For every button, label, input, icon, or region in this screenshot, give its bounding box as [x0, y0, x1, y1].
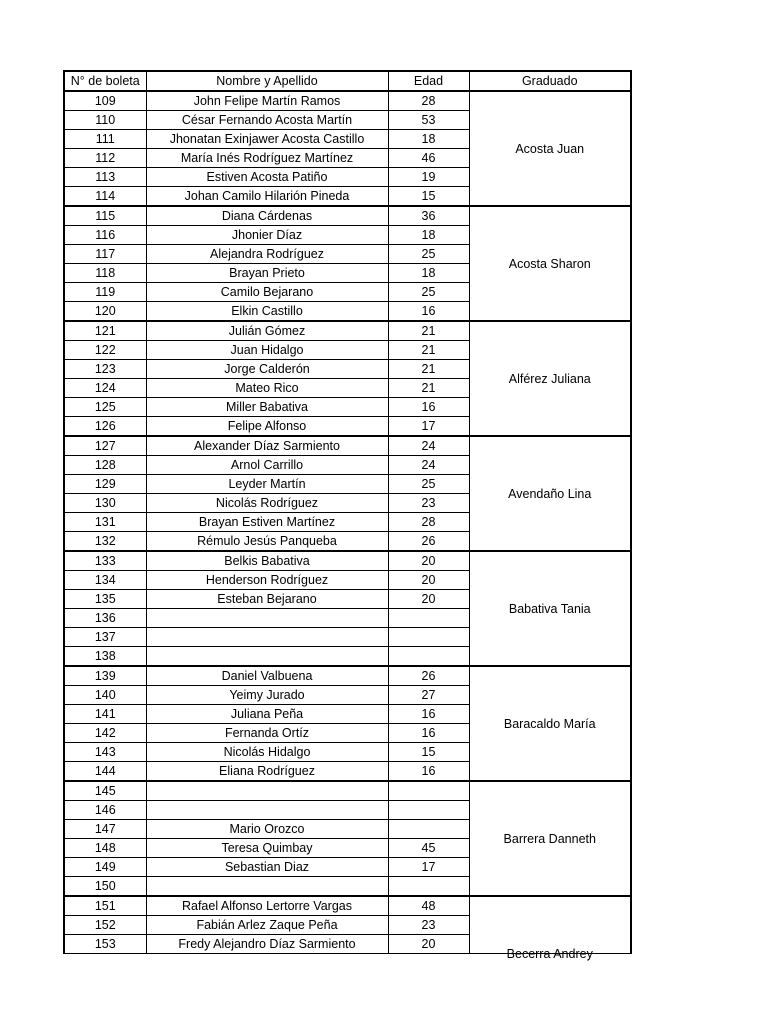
ticket-number-cell: 152	[64, 916, 146, 935]
registration-table	[63, 70, 632, 961]
graduate-name: Acosta Juan	[515, 141, 585, 156]
age-cell: 26	[388, 532, 469, 552]
ticket-number-cell: 127	[64, 436, 146, 456]
age-cell	[388, 877, 469, 897]
ticket-number-cell: 148	[64, 839, 146, 858]
age-cell: 16	[388, 398, 469, 417]
age-cell: 18	[388, 226, 469, 245]
name-cell	[146, 877, 388, 897]
ticket-number-cell: 122	[64, 341, 146, 360]
ticket-number-cell: 131	[64, 513, 146, 532]
name-cell: Nicolás Hidalgo	[146, 743, 388, 762]
age-cell: 48	[388, 896, 469, 916]
ticket-number-cell: 125	[64, 398, 146, 417]
graduate-name: Baracaldo María	[503, 716, 596, 731]
name-cell: César Fernando Acosta Martín	[146, 111, 388, 130]
name-cell: Alexander Díaz Sarmiento	[146, 436, 388, 456]
name-cell: Eliana Rodríguez	[146, 762, 388, 782]
age-cell: 16	[388, 762, 469, 782]
table-row	[64, 436, 631, 456]
ticket-number-cell: 132	[64, 532, 146, 552]
ticket-number-cell: 115	[64, 206, 146, 226]
age-cell	[388, 609, 469, 628]
ticket-number-cell: 118	[64, 264, 146, 283]
graduate-name: Avendaño Lina	[508, 486, 592, 501]
ticket-number-cell: 109	[64, 91, 146, 111]
age-cell: 21	[388, 360, 469, 379]
name-cell	[146, 781, 388, 801]
ticket-number-cell: 121	[64, 321, 146, 341]
age-cell: 25	[388, 475, 469, 494]
header-number: N° de boleta	[64, 71, 146, 91]
age-cell: 23	[388, 916, 469, 935]
ticket-number-cell: 151	[64, 896, 146, 916]
name-cell: Estiven Acosta Patiño	[146, 168, 388, 187]
ticket-number-cell: 134	[64, 571, 146, 590]
ticket-number-cell: 145	[64, 781, 146, 801]
graduate-name: Becerra Andrey	[506, 947, 593, 961]
ticket-number-cell: 142	[64, 724, 146, 743]
name-cell: Fernanda Ortíz	[146, 724, 388, 743]
age-cell: 27	[388, 686, 469, 705]
age-cell: 25	[388, 283, 469, 302]
graduate-cell	[469, 666, 631, 781]
name-cell: Leyder Martín	[146, 475, 388, 494]
header-row	[64, 71, 631, 91]
ticket-number-cell: 114	[64, 187, 146, 207]
table-row	[64, 206, 631, 226]
name-cell: Brayan Prieto	[146, 264, 388, 283]
name-cell	[146, 647, 388, 667]
ticket-number-cell: 128	[64, 456, 146, 475]
ticket-number-cell: 113	[64, 168, 146, 187]
name-cell: Mateo Rico	[146, 379, 388, 398]
graduate-cell	[469, 206, 631, 321]
name-cell	[146, 628, 388, 647]
age-cell	[388, 647, 469, 667]
graduate-name: Acosta Sharon	[508, 256, 591, 271]
ticket-number-cell: 111	[64, 130, 146, 149]
name-cell: Johan Camilo Hilarión Pineda	[146, 187, 388, 207]
ticket-number-cell: 116	[64, 226, 146, 245]
graduate-cell	[469, 551, 631, 666]
name-cell: Jorge Calderón	[146, 360, 388, 379]
ticket-number-cell: 110	[64, 111, 146, 130]
name-cell	[146, 801, 388, 820]
age-cell: 24	[388, 436, 469, 456]
ticket-number-cell: 135	[64, 590, 146, 609]
age-cell: 16	[388, 724, 469, 743]
age-cell: 21	[388, 321, 469, 341]
age-cell: 23	[388, 494, 469, 513]
name-cell: Julián Gómez	[146, 321, 388, 341]
age-cell	[388, 801, 469, 820]
ticket-number-cell: 139	[64, 666, 146, 686]
age-cell: 28	[388, 513, 469, 532]
age-cell: 28	[388, 91, 469, 111]
name-cell: Jhonatan Exinjawer Acosta Castillo	[146, 130, 388, 149]
age-cell: 21	[388, 341, 469, 360]
name-cell: Juan Hidalgo	[146, 341, 388, 360]
age-cell: 16	[388, 705, 469, 724]
age-cell: 25	[388, 245, 469, 264]
ticket-number-cell: 124	[64, 379, 146, 398]
age-cell: 19	[388, 168, 469, 187]
age-cell: 45	[388, 839, 469, 858]
name-cell: Yeimy Jurado	[146, 686, 388, 705]
name-cell: Juliana Peña	[146, 705, 388, 724]
name-cell: Daniel Valbuena	[146, 666, 388, 686]
age-cell: 46	[388, 149, 469, 168]
table-row	[64, 321, 631, 341]
graduate-cell	[469, 91, 631, 206]
ticket-number-cell: 136	[64, 609, 146, 628]
ticket-number-cell: 123	[64, 360, 146, 379]
name-cell: Rémulo Jesús Panqueba	[146, 532, 388, 552]
ticket-number-cell: 150	[64, 877, 146, 897]
name-cell: Miller Babativa	[146, 398, 388, 417]
age-cell: 20	[388, 935, 469, 954]
name-cell: Mario Orozco	[146, 820, 388, 839]
name-cell: Nicolás Rodríguez	[146, 494, 388, 513]
graduate-cell	[469, 321, 631, 436]
header-age: Edad	[388, 71, 469, 91]
age-cell: 20	[388, 551, 469, 571]
graduate-cell	[469, 896, 631, 961]
name-cell: Alejandra Rodríguez	[146, 245, 388, 264]
header-graduate: Graduado	[469, 71, 631, 91]
name-cell: Rafael Alfonso Lertorre Vargas	[146, 896, 388, 916]
table-row	[64, 666, 631, 686]
name-cell: Henderson Rodríguez	[146, 571, 388, 590]
ticket-number-cell: 126	[64, 417, 146, 437]
ticket-number-cell: 119	[64, 283, 146, 302]
ticket-number-cell: 130	[64, 494, 146, 513]
graduate-cell	[469, 781, 631, 896]
spreadsheet-page	[63, 70, 630, 961]
table-row	[64, 551, 631, 571]
name-cell: Elkin Castillo	[146, 302, 388, 322]
name-cell: Fredy Alejandro Díaz Sarmiento	[146, 935, 388, 954]
age-cell: 16	[388, 302, 469, 322]
age-cell: 18	[388, 130, 469, 149]
graduate-cell	[469, 436, 631, 551]
name-cell: Sebastian Diaz	[146, 858, 388, 877]
age-cell	[388, 628, 469, 647]
name-cell: Brayan Estiven Martínez	[146, 513, 388, 532]
age-cell: 53	[388, 111, 469, 130]
ticket-number-cell: 140	[64, 686, 146, 705]
name-cell: Esteban Bejarano	[146, 590, 388, 609]
age-cell: 15	[388, 743, 469, 762]
ticket-number-cell: 146	[64, 801, 146, 820]
name-cell: Belkis Babativa	[146, 551, 388, 571]
ticket-number-cell: 144	[64, 762, 146, 782]
name-cell: Camilo Bejarano	[146, 283, 388, 302]
ticket-number-cell: 117	[64, 245, 146, 264]
graduate-name: Alférez Juliana	[508, 371, 591, 386]
ticket-number-cell: 141	[64, 705, 146, 724]
name-cell: John Felipe Martín Ramos	[146, 91, 388, 111]
graduate-name: Barrera Danneth	[503, 831, 596, 846]
graduate-name: Babativa Tania	[508, 601, 591, 616]
ticket-number-cell: 143	[64, 743, 146, 762]
ticket-number-cell: 153	[64, 935, 146, 954]
age-cell: 36	[388, 206, 469, 226]
name-cell: Fabián Arlez Zaque Peña	[146, 916, 388, 935]
name-cell: Diana Cárdenas	[146, 206, 388, 226]
name-cell: Felipe Alfonso	[146, 417, 388, 437]
ticket-number-cell: 133	[64, 551, 146, 571]
table-row	[64, 781, 631, 801]
age-cell	[388, 820, 469, 839]
name-cell: Jhonier Díaz	[146, 226, 388, 245]
table-row	[64, 896, 631, 916]
ticket-number-cell: 147	[64, 820, 146, 839]
name-cell: Teresa Quimbay	[146, 839, 388, 858]
name-cell	[146, 609, 388, 628]
age-cell: 17	[388, 858, 469, 877]
ticket-number-cell: 120	[64, 302, 146, 322]
ticket-number-cell: 112	[64, 149, 146, 168]
table-row	[64, 91, 631, 111]
age-cell: 20	[388, 571, 469, 590]
header-name: Nombre y Apellido	[146, 71, 388, 91]
age-cell: 18	[388, 264, 469, 283]
age-cell: 26	[388, 666, 469, 686]
name-cell: María Inés Rodríguez Martínez	[146, 149, 388, 168]
age-cell: 17	[388, 417, 469, 437]
ticket-number-cell: 138	[64, 647, 146, 667]
ticket-number-cell: 129	[64, 475, 146, 494]
age-cell: 24	[388, 456, 469, 475]
age-cell: 20	[388, 590, 469, 609]
age-cell: 21	[388, 379, 469, 398]
ticket-number-cell: 137	[64, 628, 146, 647]
age-cell: 15	[388, 187, 469, 207]
age-cell	[388, 781, 469, 801]
name-cell: Arnol Carrillo	[146, 456, 388, 475]
table-body	[64, 91, 631, 961]
ticket-number-cell: 149	[64, 858, 146, 877]
